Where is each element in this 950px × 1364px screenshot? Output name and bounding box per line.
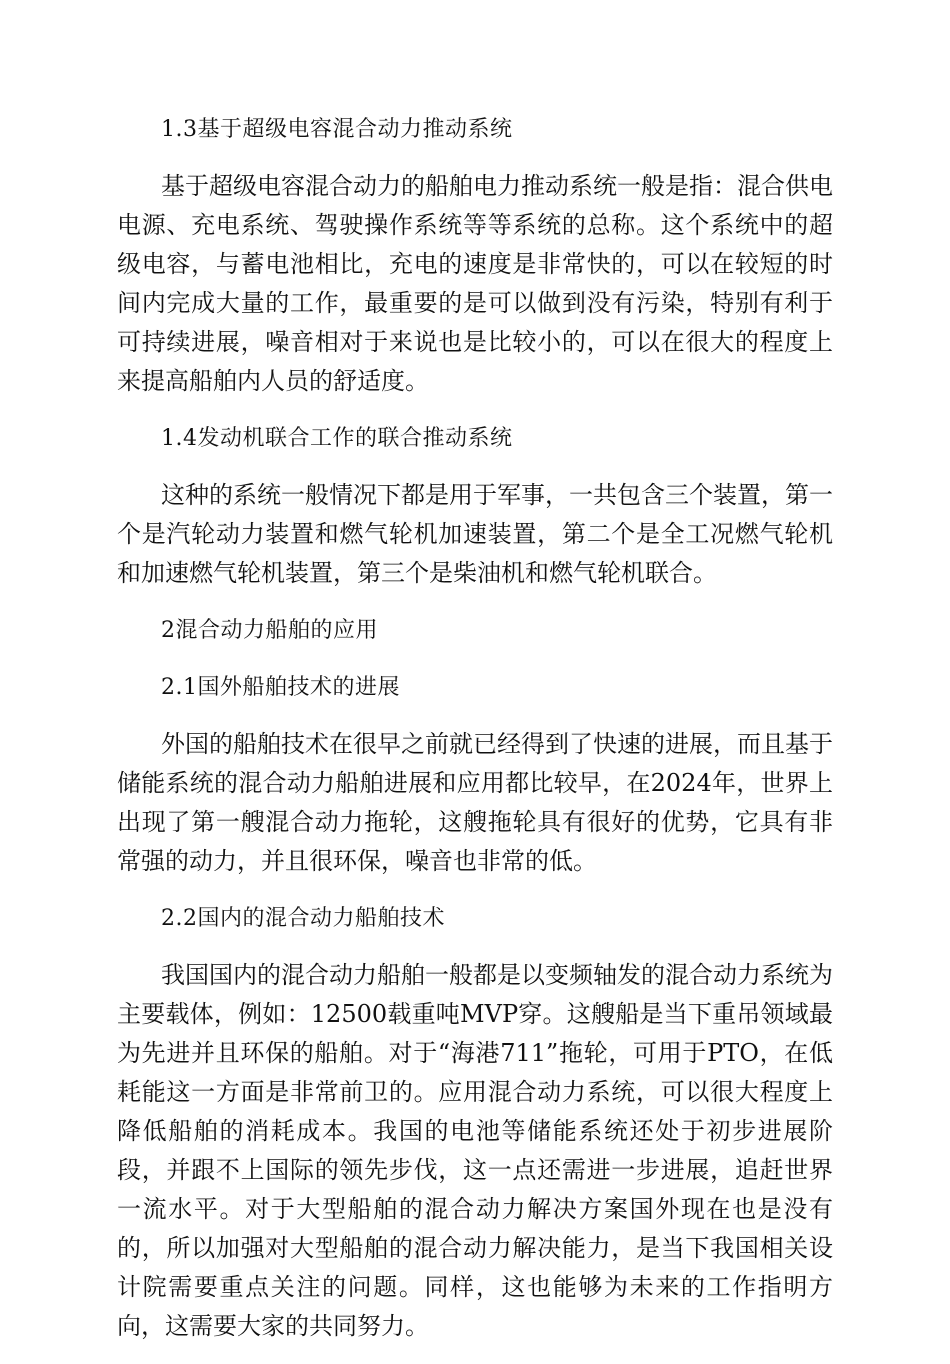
section-heading-1-4: 1.4发动机联合工作的联合推动系统 (161, 426, 513, 451)
document-body (117, 110, 833, 1364)
paragraph-supercapacitor: 基于超级电容混合动力的船舶电力推动系统一般是指：混合供电电源、充电系统、驾驶操作系统等等系统的总称。这个系统中的超级电容，与蓄电池相比，充电的速度是非常快的，可以在较短的时间内完成大量的工作，最重要的是可以做到没有污染，特别有利于可持续进展，噪音相对于来说也是比较小的，可以在很大的程度上来提高船舶内人员的舒适度。 (117, 172, 833, 395)
paragraph-foreign-tech: 外国的船舶技术在很早之前就已经得到了快速的进展，而且基于储能系统的混合动力船舶进展和应用都比较早，在2024年，世界上出现了第一艘混合动力拖轮，这艘拖轮具有很好的优势，它具有非常强的动力，并且很环保，噪音也非常的低。 (117, 730, 833, 875)
paragraph-combined-propulsion: 这种的系统一般情况下都是用于军事，一共包含三个装置，第一个是汽轮动力装置和燃气轮机加速装置，第二个是全工况燃气轮机和加速燃气轮机装置，第三个是柴油机和燃气轮机联合。 (117, 481, 833, 587)
section-heading-2-1: 2.1国外船舶技术的进展 (161, 675, 400, 700)
section-heading-2-2: 2.2国内的混合动力船舶技术 (161, 906, 445, 931)
section-heading-2: 2混合动力船舶的应用 (161, 618, 378, 643)
section-heading-1-3: 1.3基于超级电容混合动力推动系统 (161, 117, 513, 142)
paragraph-domestic-tech: 我国国内的混合动力船舶一般都是以变频轴发的混合动力系统为主要载体，例如：12500载重吨MVP穿。这艘船是当下重吊领域最为先进并且环保的船舶。对于“海港711”拖轮，可用于PTO，在低耗能这一方面是非常前卫的。应用混合动力系统，可以很大程度上降低船舶的消耗成本。我国的电池等储能系统还处于初步进展阶段，并跟不上国际的领先步伐，这一点还需进一步进展，追赶世界一流水平。对于大型船舶的混合动力解决方案国外现在也是没有的，所以加强对大型船舶的混合动力解决能力，是当下我国相关设计院需要重点关注的问题。同样，这也能够为未来的工作指明方向，这需要大家的共同努力。 (117, 961, 833, 1340)
